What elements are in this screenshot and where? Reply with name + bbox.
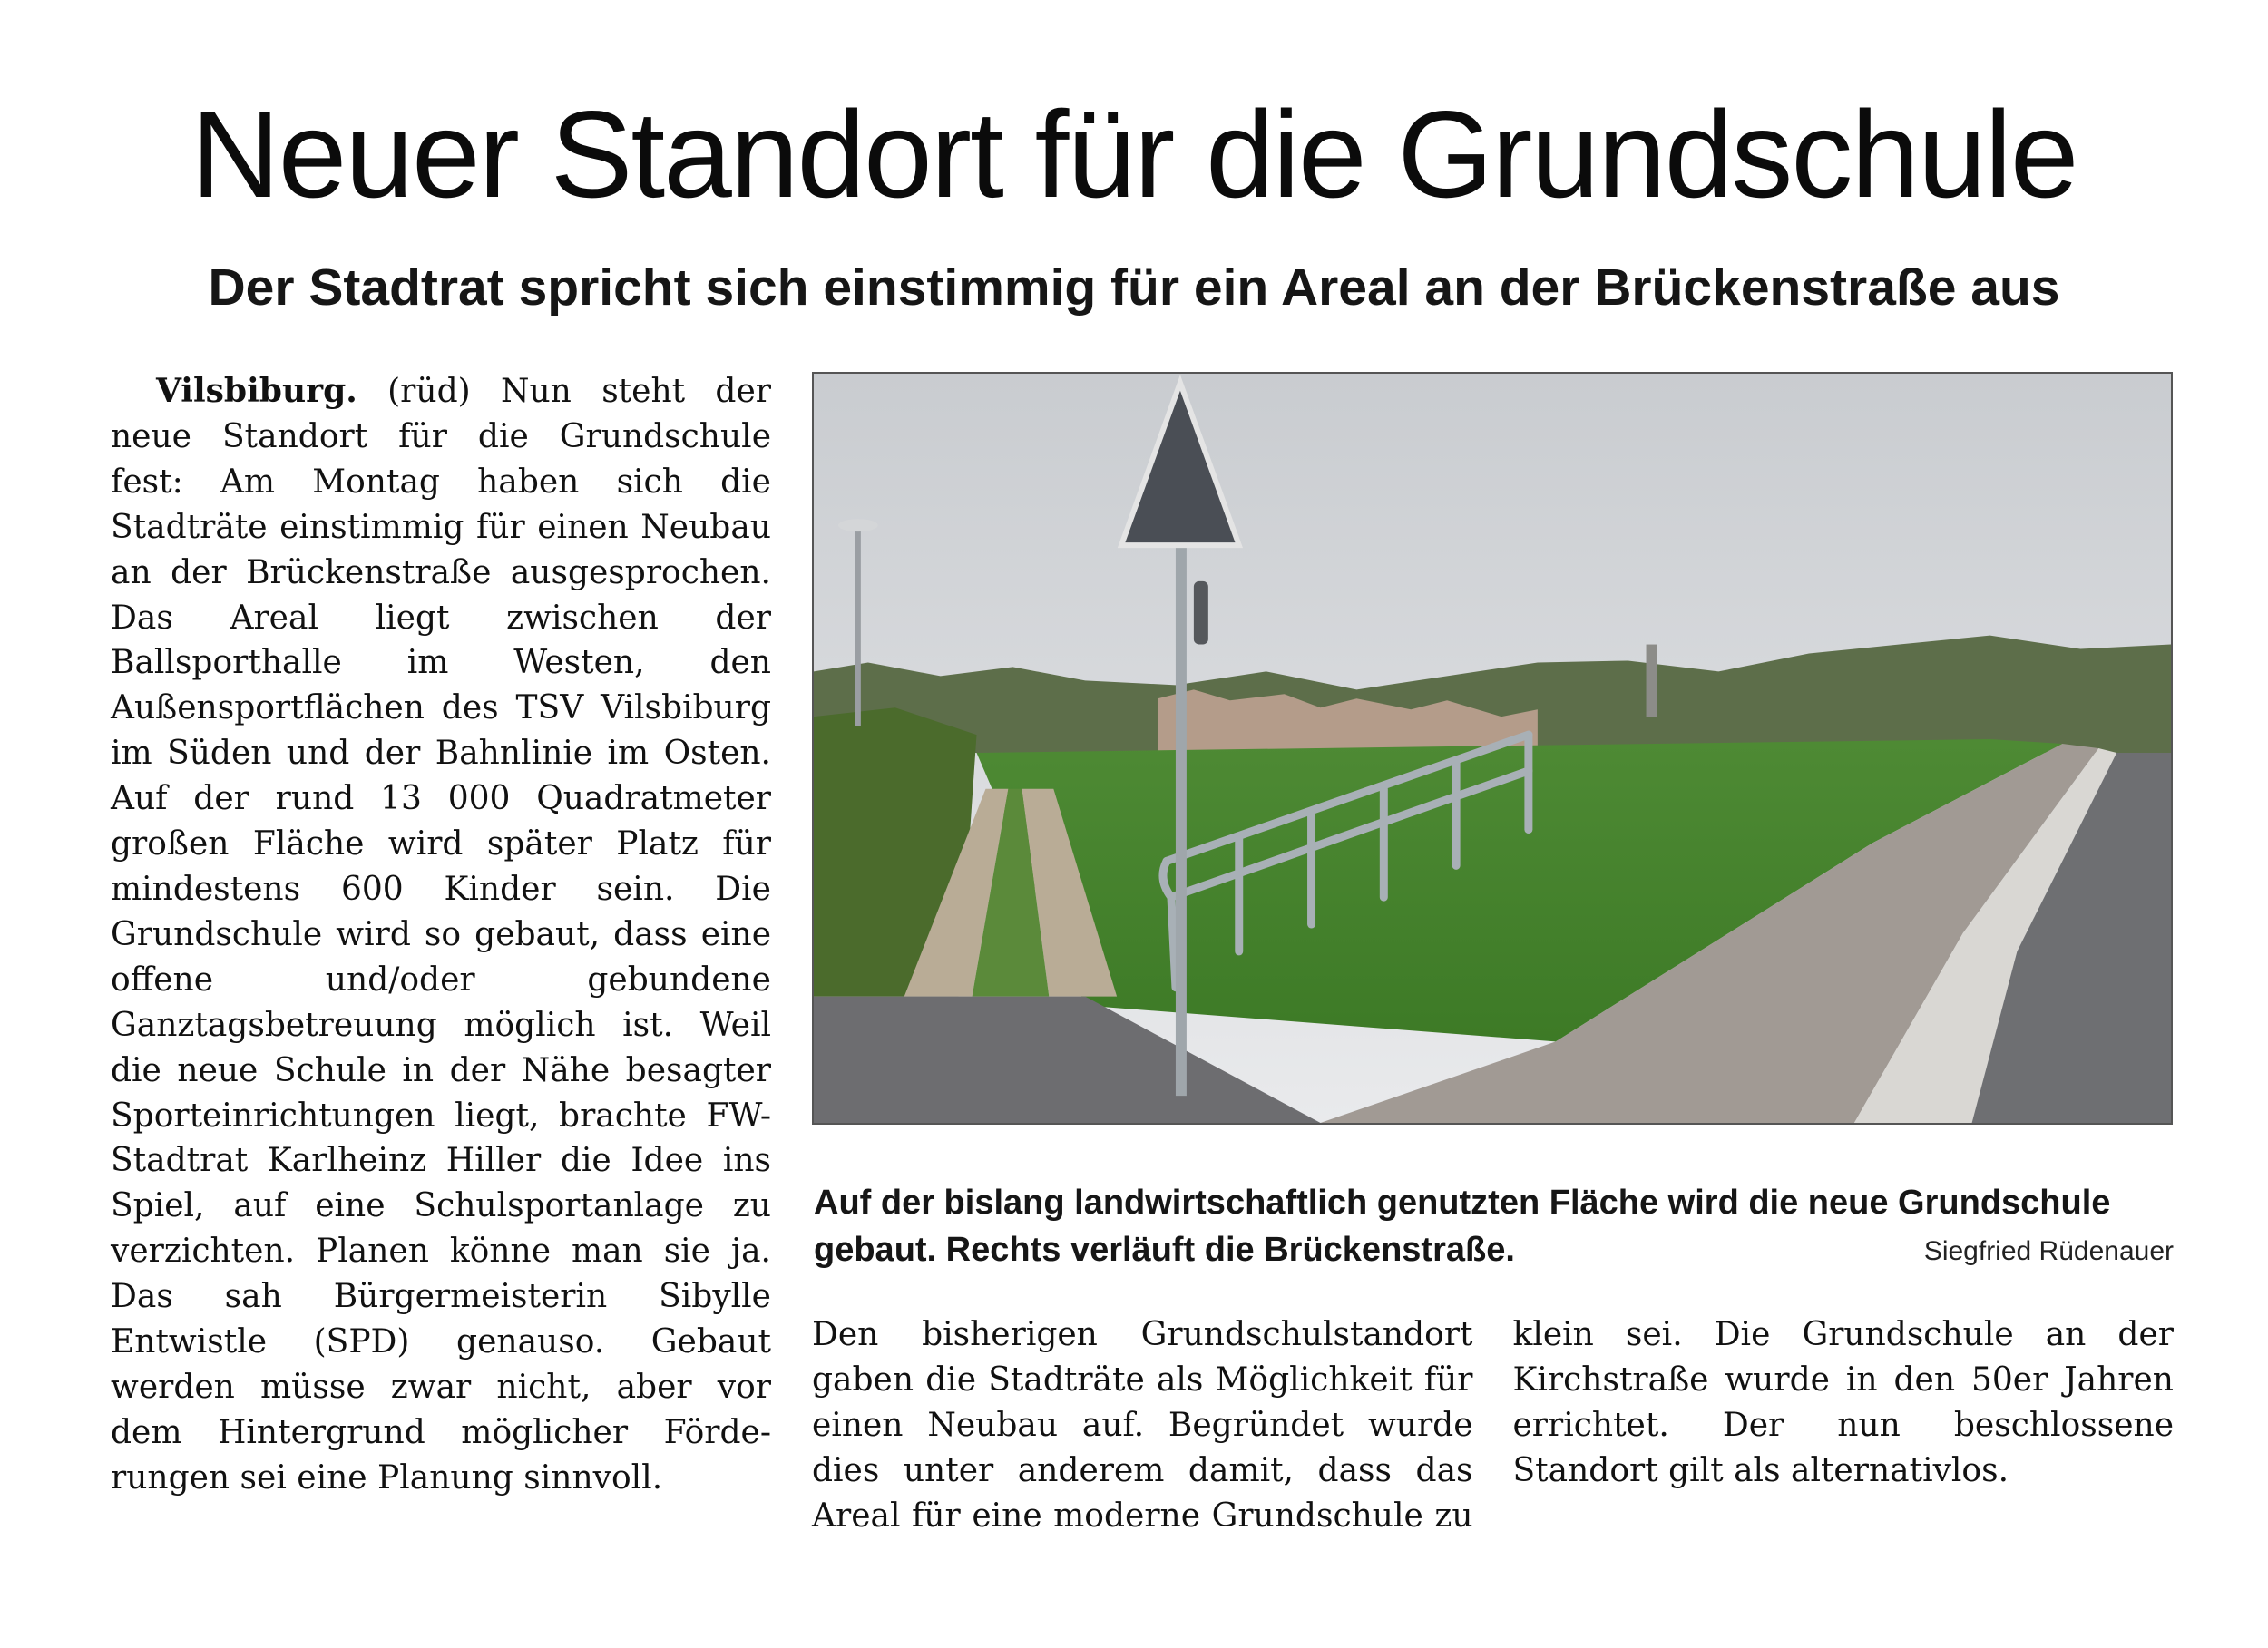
headline: Neuer Standort für die Grundschule [191, 85, 2077, 223]
caption-line-1: Auf der bislang landwirtschaftlich genutzten Fläche wird die neue Grundschule [814, 1184, 2111, 1222]
photo-credit: Siegfried Rüdenauer [1923, 1236, 2174, 1266]
subheadline: Der Stadtrat spricht sich einstimmig für ein Areal an der Brückenstraße aus [208, 258, 2060, 317]
article-column-left [111, 369, 771, 1501]
caption-line-2: gebaut. Rechts verläuft die Brückenstraße. [814, 1231, 1515, 1269]
continuation-text: Den bisherigen Grundschulstandort gaben die Stadträte als Möglichkeit für einen Neubau auf. Begründet wurde dies unter anderem damit, dass das Areal für eine moderne Grundschule zu klein sei. Die Grundschule an der Kirchstraße wurde in den 50er Jahren errichtet. Der nun beschlossene Standort gilt als alternativlos. [812, 1316, 2174, 1535]
article-photo [812, 372, 2173, 1125]
article-column-middle [812, 1312, 2174, 1548]
dateline: Vilsbiburg. [156, 372, 357, 410]
field-photo-illustration [814, 374, 2171, 1123]
lead-paragraph [111, 369, 771, 1501]
lead-text: (rüd) Nun steht der neue Standort für die Grundschule fest: Am Montag haben sich die Stadträte einstimmig für einen Neubau an der Brückenstraße ausgesprochen. Das Areal liegt zwischen der Ballsporthalle im Westen, den Außensportflächen des TSV Vilsbiburg im Süden und der Bahnlinie im Osten. Auf der rund 13 000 Quadratmeter großen Fläche wird später Platz für mindestens 600 Kinder sein. Die Grundschule wird so gebaut, dass eine offene und/oder gebundene Ganztagsbetreuung möglich ist. Weil die neue Schule in der Nähe besagter Sporteinrichtungen liegt, brachte FW-Stadtrat Karlheinz Hiller die Idee ins Spiel, auf eine Schulsportanlage zu verzichten. Planen könne man sie ja. Das sah Bürgermeisterin Sibylle Entwistle (SPD) genauso. Gebaut werden müsse zwar nicht, aber vor dem Hintergrund möglicher Förderungen sei eine Planung sinnvoll. [111, 373, 771, 1497]
